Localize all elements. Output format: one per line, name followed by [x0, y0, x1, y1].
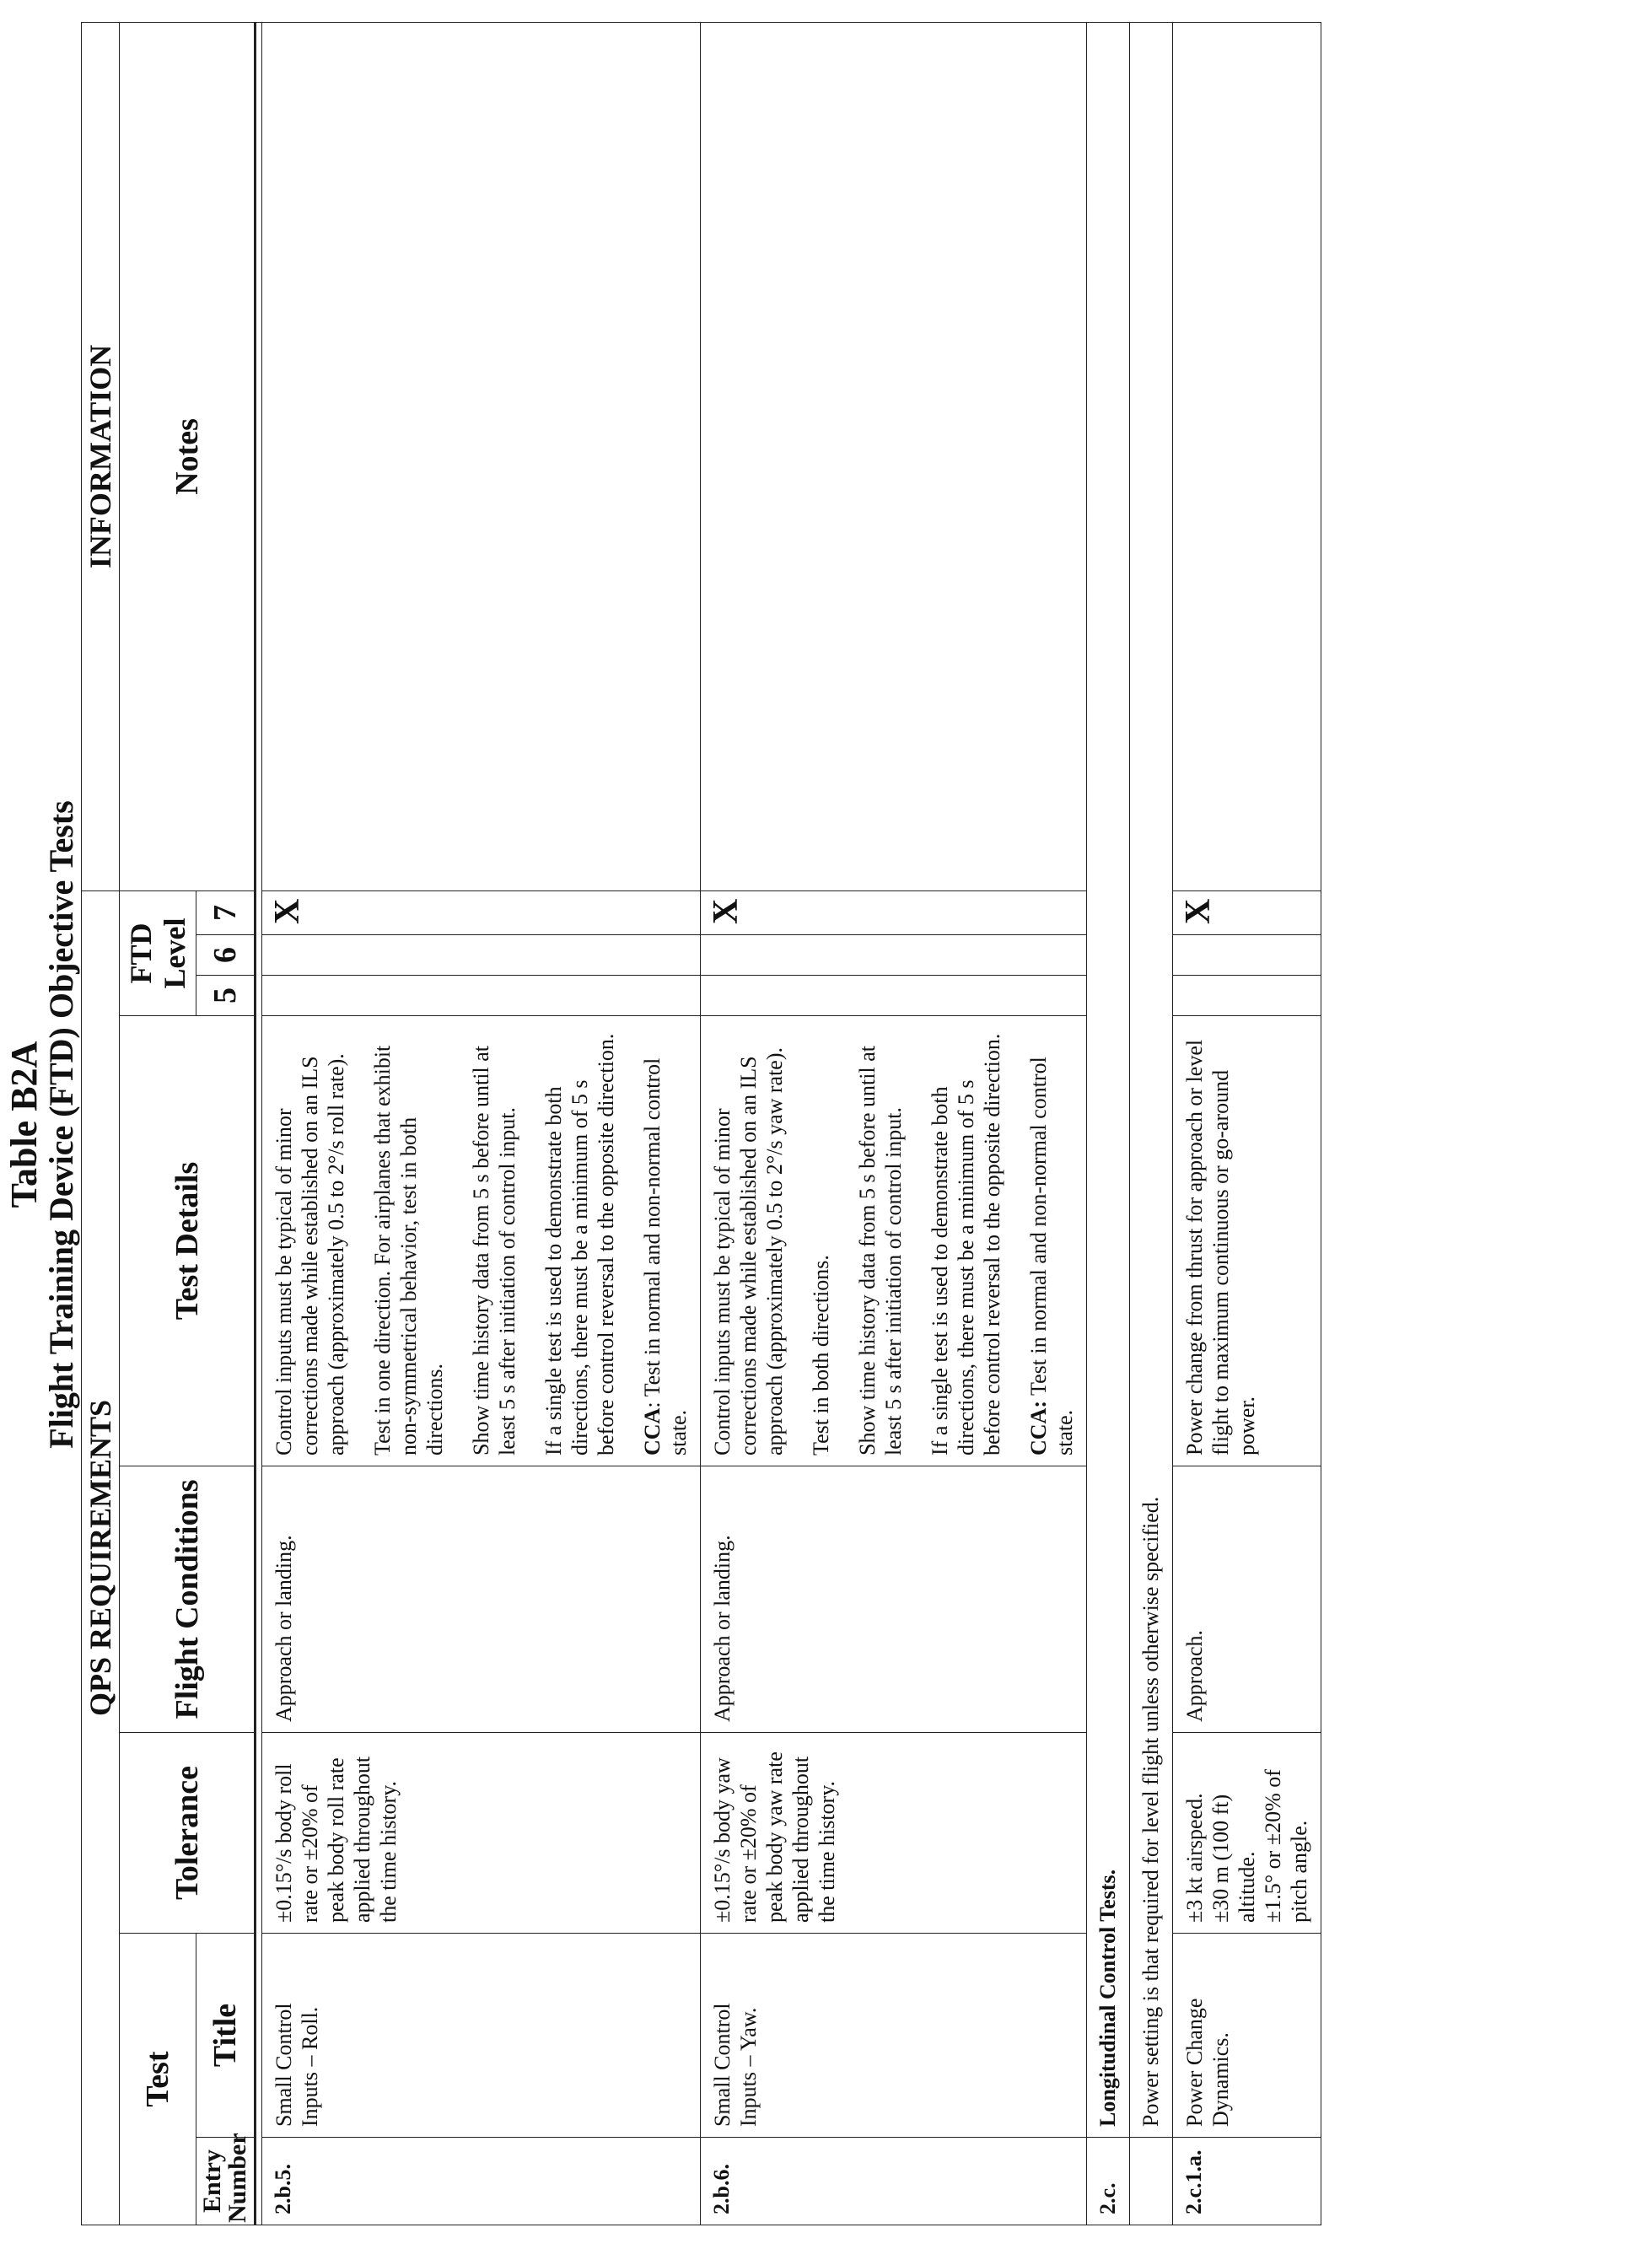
- cca-text: Test in normal and non-normal control state.: [1026, 1057, 1077, 1455]
- test-details: [701, 1016, 1087, 1466]
- detail-paragraph: Control inputs must be typical of minor corrections made while established on an ILS approach (approximately 0.5 to 2°/s yaw rate).: [710, 1046, 787, 1455]
- table-row: [1173, 22, 1321, 2225]
- level-5-mark: [1173, 976, 1321, 1016]
- tolerance: [1173, 1733, 1321, 1934]
- flight-conditions: Approach or landing.: [701, 1466, 1087, 1733]
- test-title: Small Control Inputs – Roll.: [262, 1934, 701, 2138]
- notes-header: Notes: [120, 22, 256, 890]
- ftd-level-header: FTD Level: [120, 890, 196, 1015]
- entry-number-header: Entry Number: [196, 2138, 256, 2225]
- table-title: Table B2A: [3, 1041, 45, 1208]
- cca-label: CCA:: [1026, 1401, 1051, 1455]
- detail-paragraph: Test in one direction. For airplanes that exhibit non-symmetrical behavior, test in both directions.: [370, 1045, 447, 1455]
- tolerance: ±0.15°/s body roll rate or ±20% of peak body roll rate applied throughout the time history.: [262, 1733, 701, 1934]
- objective-tests-table: [81, 22, 1321, 2225]
- tolerance-line: ±3 kt airspeed.: [1182, 1793, 1207, 1923]
- title-header: Title: [196, 1934, 256, 2138]
- section-entry-number: 2.c.: [1087, 2138, 1130, 2225]
- flight-conditions: Approach.: [1173, 1466, 1321, 1733]
- entry-number: 2.c.1.a.: [1173, 2138, 1321, 2225]
- tolerance-line: ±30 m (100 ft) altitude.: [1208, 1794, 1259, 1923]
- test-details: [262, 1016, 701, 1466]
- level-5-header: 5: [196, 976, 256, 1016]
- level-5-mark: [701, 976, 1087, 1016]
- level-5-mark: [262, 976, 701, 1016]
- detail-paragraph: Show time history data from 5 s before until at least 5 s after initiation of control input.: [855, 1046, 906, 1455]
- entry-number: 2.b.6.: [701, 2138, 1087, 2225]
- level-6-mark: [262, 935, 701, 976]
- test-details-header: Test Details: [120, 1016, 256, 1466]
- section-row: [1087, 22, 1130, 2225]
- level-7-mark: X: [701, 890, 1087, 934]
- notes-cell: [701, 22, 1087, 890]
- table-row: [701, 22, 1087, 2225]
- cca-paragraph: [639, 1026, 691, 1455]
- section-title: Longitudinal Control Tests.: [1087, 22, 1130, 2137]
- cca-paragraph: [1025, 1026, 1078, 1455]
- level-6-mark: [1173, 935, 1321, 976]
- level-6-mark: [701, 935, 1087, 976]
- level-7-mark: X: [262, 890, 701, 934]
- test-title: Power Change Dynamics.: [1173, 1934, 1321, 2138]
- level-6-header: 6: [196, 935, 256, 976]
- test-title: Small Control Inputs – Yaw.: [701, 1934, 1087, 2138]
- notes-cell: [262, 22, 701, 890]
- notes-cell: [1173, 22, 1321, 890]
- table-row: [262, 22, 701, 2225]
- entry-number: 2.b.5.: [262, 2138, 701, 2225]
- cca-text: : Test in normal and non-normal control state.: [640, 1057, 691, 1455]
- cca-label: CCA: [640, 1407, 665, 1455]
- test-details: Power change from thrust for approach or level flight to maximum continuous or go-around power.: [1173, 1016, 1321, 1466]
- tolerance: ±0.15°/s body yaw rate or ±20% of peak body yaw rate applied throughout the time history.: [701, 1733, 1087, 1934]
- information-header: INFORMATION: [82, 22, 120, 890]
- tolerance-header: Tolerance: [120, 1733, 256, 1934]
- level-7-mark: X: [1173, 890, 1321, 934]
- level-7-header: 7: [196, 890, 256, 934]
- detail-paragraph: If a single test is used to demonstrate both directions, there must be a minimum of 5 s before control reversal to the opposite direction.: [928, 1033, 1004, 1455]
- table-subtitle: Flight Training Device (FTD) Objective Tests: [42, 800, 80, 1449]
- detail-paragraph: Test in both directions.: [809, 1255, 833, 1455]
- section-note-row: [1130, 22, 1173, 2225]
- test-header: Test: [120, 1934, 196, 2225]
- flight-conditions-header: Flight Conditions: [120, 1466, 256, 1733]
- section-note-spacer: [1130, 2138, 1173, 2225]
- flight-conditions: Approach or landing.: [262, 1466, 701, 1733]
- detail-paragraph: Control inputs must be typical of minor corrections made while established on an ILS approach (approximately 0.5 to 2°/s roll rate).: [272, 1053, 348, 1455]
- qps-requirements-header: QPS REQUIREMENTS: [82, 890, 120, 2225]
- section-note: Power setting is that required for level flight unless otherwise specified.: [1130, 22, 1173, 2137]
- detail-paragraph: If a single test is used to demonstrate both directions, there must be a minimum of 5 s before control reversal to the opposite direction.: [541, 1033, 618, 1455]
- detail-paragraph: Show time history data from 5 s before until at least 5 s after initiation of control input.: [469, 1046, 519, 1455]
- tolerance-line: ±1.5° or ±20% of pitch angle.: [1261, 1769, 1311, 1923]
